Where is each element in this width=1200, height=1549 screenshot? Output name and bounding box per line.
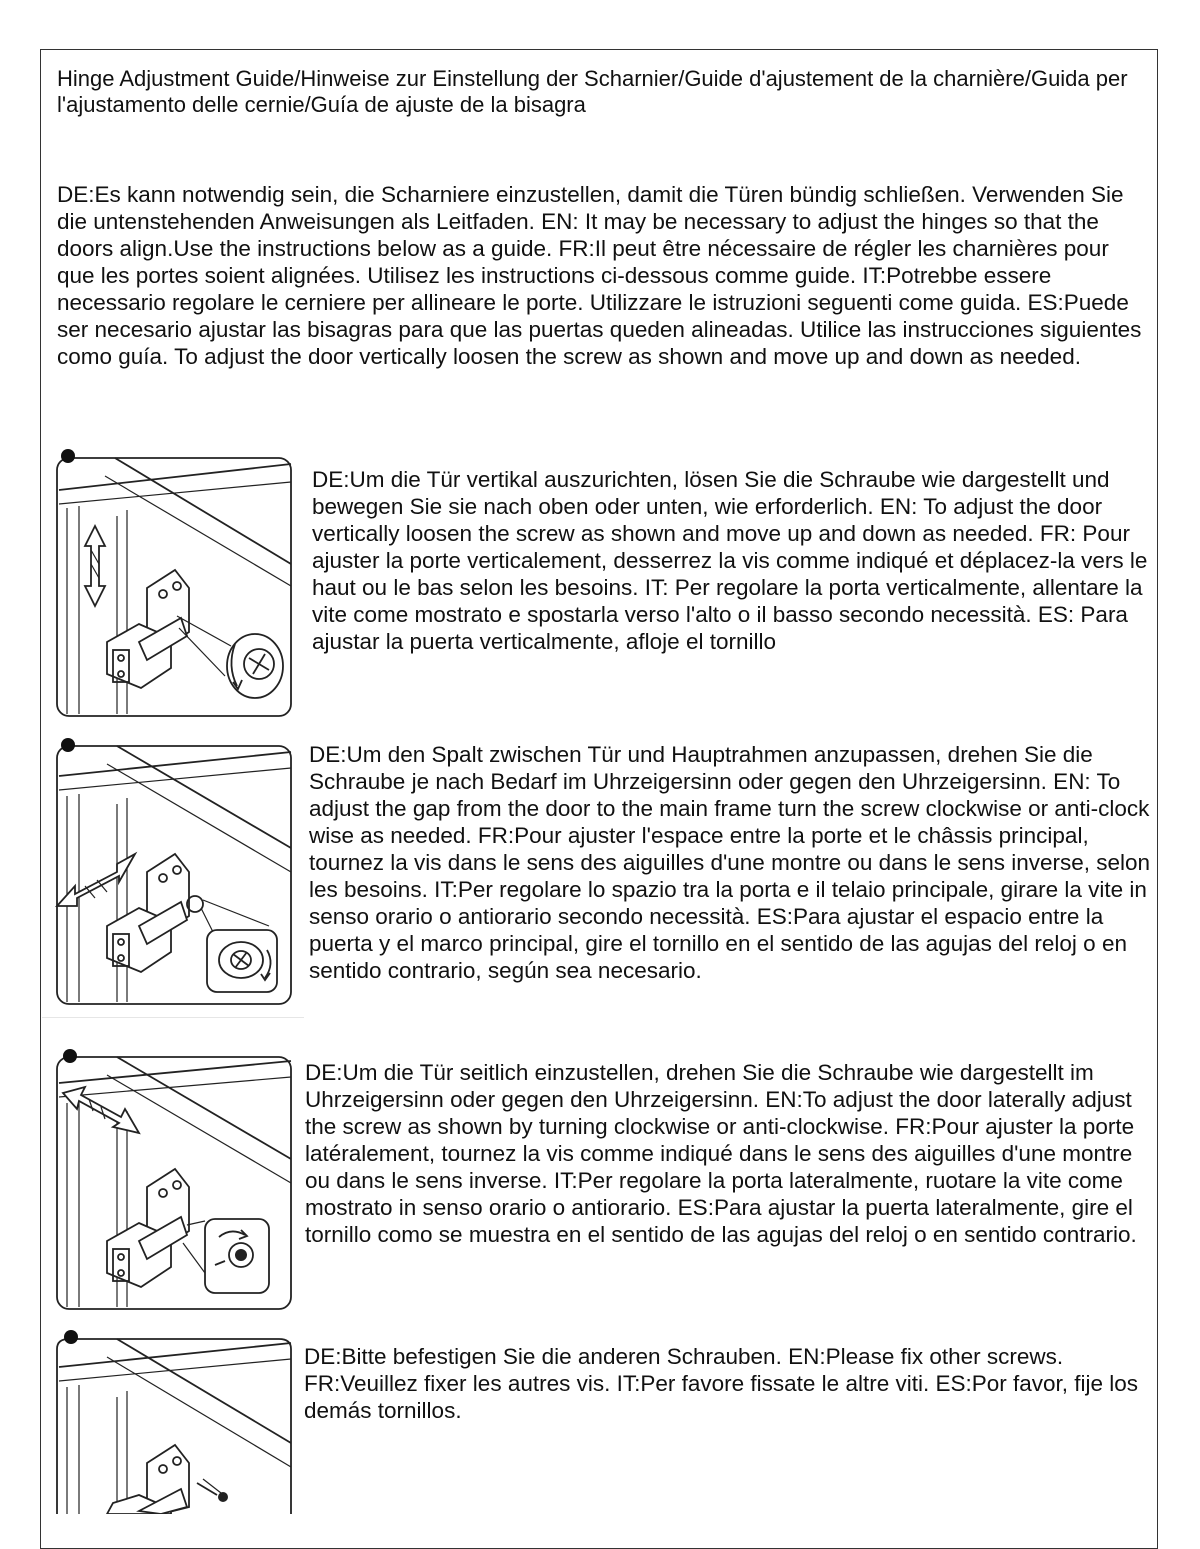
step-2-text: DE:Um den Spalt zwischen Tür und Hauptrahmen anzupassen, drehen Sie die Schraube je nach Bedarf im Uhrzeigersinn oder gegen den Uhrzeigersinn. EN: To adjust the gap from the door to the main frame turn the screw clockwise or anti-clock wise as needed. FR:Pour ajuster l'espace entre la porte et le châssis principal, tournez la vis dans le sens des aiguilles d'une montre ou dans le sens inverse, selon les besoins. IT:Per regolare lo spazio tra la porta e il telaio principale, girare la vite in senso orario o antiorario secondo necessità. ES:Para ajustar el espacio entre la puerta y el marco principal, gire el tornillo en el sentido de las agujas del reloj o en sentido contrario, según sea necesario. bbox=[309, 742, 1151, 983]
hinge-fix-screws-illustration bbox=[55, 1327, 293, 1514]
hinge-vertical-adjustment-illustration bbox=[55, 446, 293, 720]
hinge-lateral-adjustment-illustration bbox=[55, 1047, 293, 1313]
hinge-gap-adjustment-illustration bbox=[55, 736, 293, 1008]
step-2-divider bbox=[42, 1017, 304, 1018]
step-3-text: DE:Um die Tür seitlich einzustellen, drehen Sie die Schraube wie dargestellt im Uhrzeigersinn oder gegen den Uhrzeigersinn. EN:To adjust the door laterally adjust the screw as shown by turning clockwise or anti-clockwise. FR:Pour ajuster la porte latéralement, tournez la vis comme indiqué dans le sens des aiguilles d'une montre ou dans le sens inverse. IT:Per regolare la porta lateralmente, ruotare la vite come mostrato in senso orario o antiorario. ES:Para ajustar la puerta lateralmente, gire el tornillo como se muestra en el sentido de las agujas del reloj o en sentido contrario. bbox=[305, 1060, 1137, 1247]
step-1-text: DE:Um die Tür vertikal auszurichten, lösen Sie die Schraube wie dargestellt und bewegen Sie sie nach oben oder unten, wie erforderlich. EN: To adjust the door vertically loosen the screw as shown and move up and down as needed. FR: Pour ajuster la porte verticalement, desserrez la vis comme indiqué et déplacez-la vers le haut ou le bas selon les besoins. IT: Per regolare la porta verticalmente, allentare la vite come mostrato e spostarla verso l'alto o il basso secondo necessità. ES: Para ajustar la puerta verticalmente, afloje el tornillo bbox=[312, 467, 1148, 654]
document-title: Hinge Adjustment Guide/Hinweise zur Einstellung der Scharnier/Guide d'ajustement de la charnière/Guida per l'ajustamento delle cernie/Guía de ajuste de la bisagra bbox=[57, 66, 1128, 117]
intro-paragraph: DE:Es kann notwendig sein, die Scharniere einzustellen, damit die Türen bündig schließen. Verwenden Sie die untenstehenden Anweisungen als Leitfaden. EN: It may be necessary to adjust the hinges so that the doors align.Use the instructions below as a guide. FR:Il peut être nécessaire de régler les charnières pour que les portes soient alignées. Utilisez les instructions ci-dessous comme guide. IT:Potrebbe essere necessario regolare le cerniere per allineare le porte. Utilizzare le istruzioni seguenti come guida. ES:Puede ser necesario ajustar las bisagras para que las puertas queden alineadas. Utilice las instrucciones siguientes como guía. To adjust the door vertically loosen the screw as shown and move up and down as needed. bbox=[57, 182, 1142, 369]
step-4-text: DE:Bitte befestigen Sie die anderen Schrauben. EN:Please fix other screws. FR:Veuillez fixer les autres vis. IT:Per favore fissate le altre viti. ES:Por favor, fije los demás tornillos. bbox=[304, 1344, 1139, 1423]
